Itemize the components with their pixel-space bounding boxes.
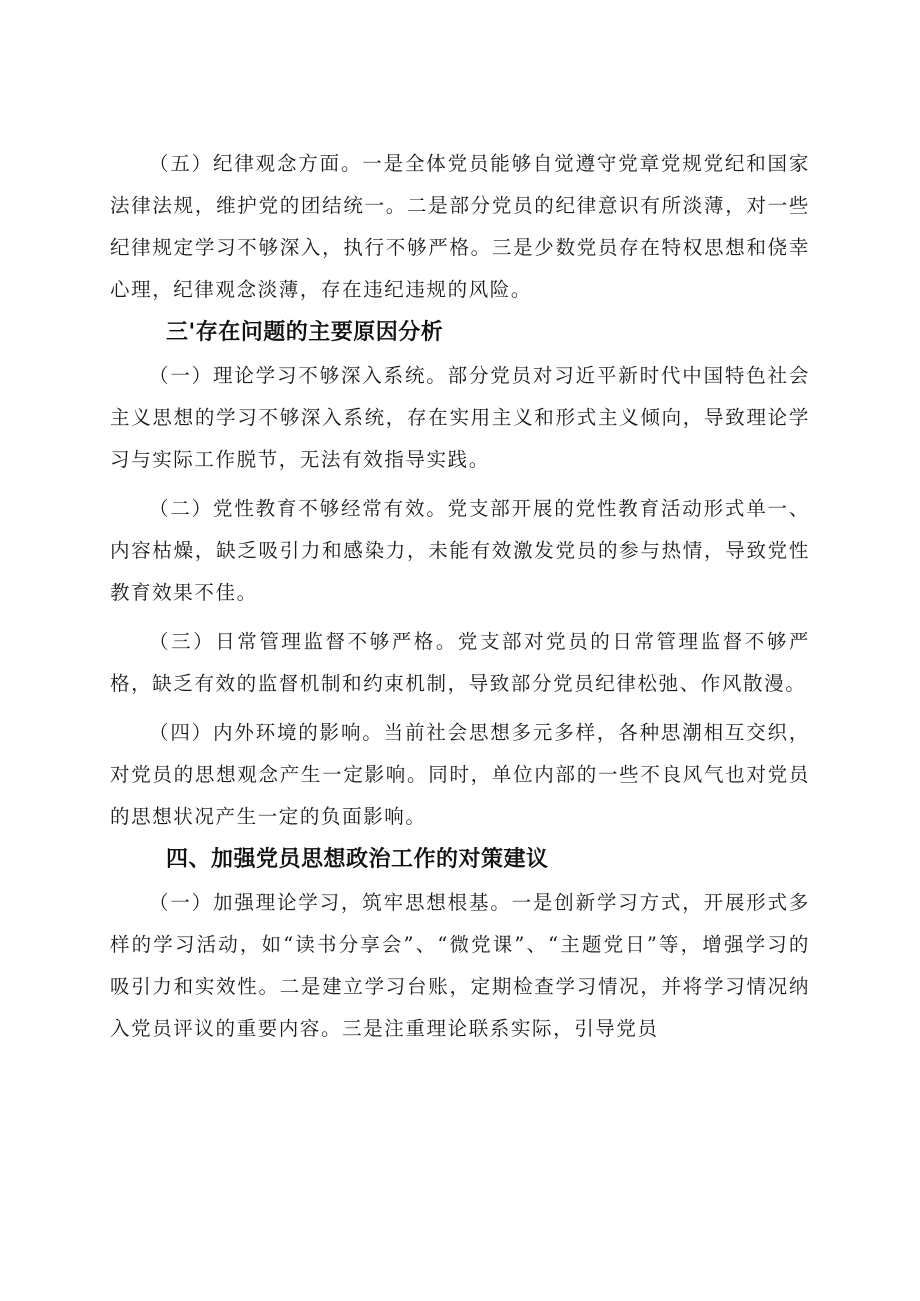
paragraph-cause-4: （四）内外环境的影响。当前社会思想多元多样，各种思潮相互交织，对党员的思想观念产生一定影响。同时，单位内部的一些不良风气也对党员的思想状况产生一定的负面影响。 <box>110 721 810 828</box>
paragraph-cause-3: （三）日常管理监督不够严格。党支部对党员的日常管理监督不够严格，缺乏有效的监督机制和约束机制，导致部分党员纪律松弛、作风散漫。 <box>110 630 810 695</box>
document-body <box>110 143 810 1050</box>
paragraph-cause-1: （一）理论学习不够深入系统。部分党员对习近平新时代中国特色社会主义思想的学习不够深入系统，存在实用主义和形式主义倾向，导致理论学习与实际工作脱节，无法有效指导实践。 <box>110 364 810 471</box>
paragraph-measure-1: （一）加强理论学习，筑牢思想根基。一是创新学习方式，开展形式多样的学习活动，如“读书分享会”、“微党课”、“主题党日”等，增强学习的吸引力和实效性。二是建立学习台账，定期检查学习情况，并将学习情况纳入党员评议的重要内容。三是注重理论联系实际，引导党员 <box>110 891 810 1040</box>
paragraph-discipline: （五）纪律观念方面。一是全体党员能够自觉遵守党章党规党纪和国家法律法规，维护党的团结统一。二是部分党员的纪律意识有所淡薄，对一些纪律规定学习不够深入，执行不够严格。三是少数党员存在特权思想和侥幸心理，纪律观念淡薄，存在违纪违规的风险。 <box>110 152 810 301</box>
heading-cause-analysis: 三'存在问题的主要原因分析 <box>166 320 444 345</box>
paragraph-cause-2: （二）党性教育不够经常有效。党支部开展的党性教育活动形式单一、内容枯燥，缺乏吸引力和感染力，未能有效激发党员的参与热情，导致党性教育效果不佳。 <box>110 497 810 604</box>
heading-countermeasures: 四、加强党员思想政治工作的对策建议 <box>166 847 549 872</box>
